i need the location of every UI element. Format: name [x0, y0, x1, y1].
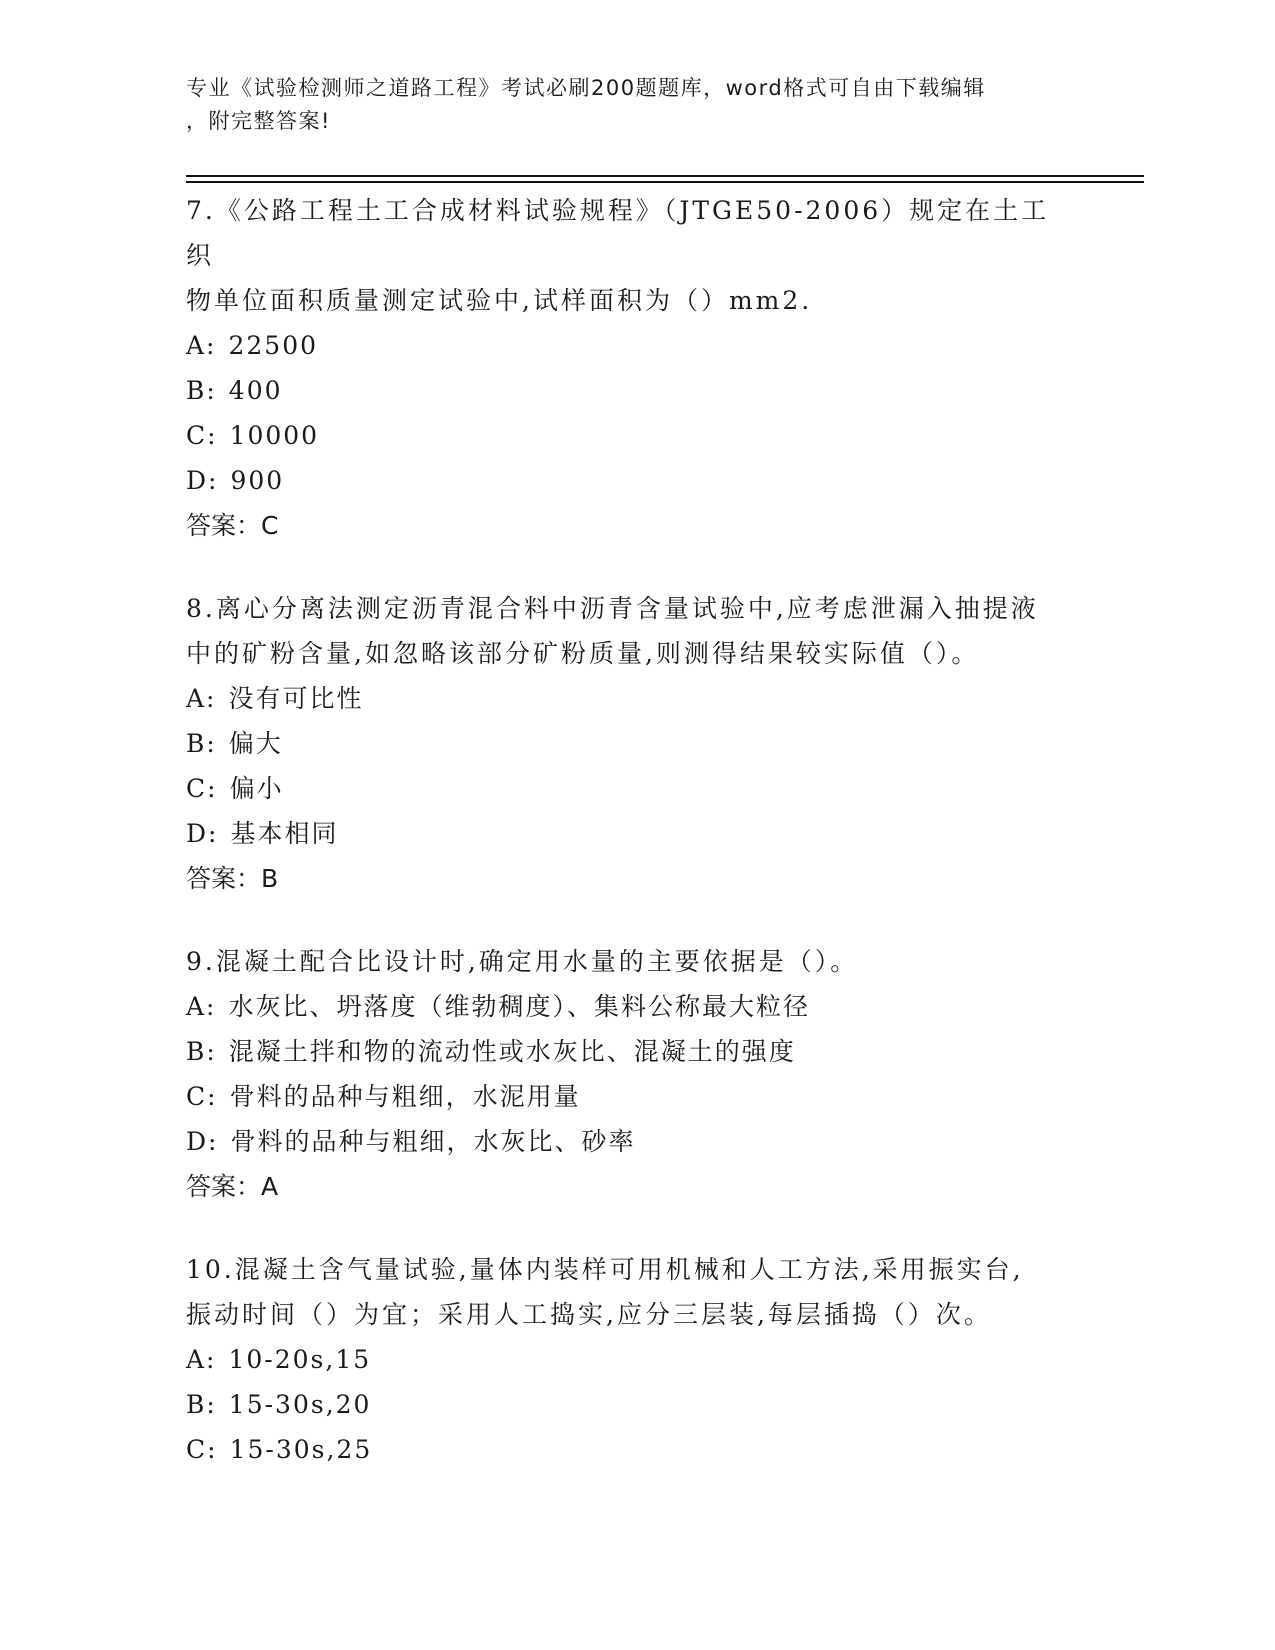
header-line-1: 专业《试验检测师之道路工程》考试必刷200题题库，word格式可自由下载编辑: [186, 76, 986, 100]
question-stem-line: 中的矿粉含量,如忽略该部分矿粉质量,则测得结果较实际值（）。: [186, 639, 980, 668]
option-label: D:: [186, 819, 219, 848]
option-b: [186, 721, 1076, 766]
option-a: [186, 676, 1076, 721]
question-7: [186, 188, 1076, 548]
option-label: A:: [186, 684, 217, 713]
option-text: 偏小: [229, 774, 284, 803]
option-label: A:: [186, 1345, 217, 1374]
option-d: [186, 1119, 1076, 1164]
question-stem-line: 10.混凝土含气量试验,量体内装样可用机械和人工方法,采用振实台,: [186, 1255, 1024, 1284]
document-header: [186, 72, 1066, 138]
question-stem-line: 7.《公路工程土工合成材料试验规程》（JTGE50-2006）规定在土工织: [186, 196, 1050, 270]
option-c: [186, 766, 1076, 811]
option-text: 10-20s,15: [228, 1345, 372, 1374]
option-label: A:: [186, 992, 217, 1021]
question-8: [186, 586, 1076, 901]
option-label: B:: [186, 376, 217, 405]
option-b: [186, 1029, 1076, 1074]
option-label: D:: [186, 1127, 219, 1156]
option-label: C:: [186, 1435, 218, 1464]
option-label: C:: [186, 1082, 218, 1111]
option-text: 15-30s,25: [229, 1435, 373, 1464]
answer-line: 答案：C: [186, 511, 279, 540]
option-a: [186, 323, 1076, 368]
question-stem-line: 振动时间（）为宜；采用人工捣实,应分三层装,每层插捣（）次。: [186, 1300, 992, 1329]
option-label: C:: [186, 774, 218, 803]
option-text: 水灰比、坍落度（维勃稠度）、集料公称最大粒径: [228, 992, 810, 1021]
option-label: B:: [186, 729, 217, 758]
option-text: 混凝土拌和物的流动性或水灰比、混凝土的强度: [228, 1037, 796, 1066]
option-d: [186, 458, 1076, 503]
option-text: 22500: [228, 331, 319, 360]
option-label: C:: [186, 421, 218, 450]
option-label: D:: [186, 466, 219, 495]
option-text: 基本相同: [230, 819, 339, 848]
option-text: 骨料的品种与粗细，水灰比、砂率: [230, 1127, 636, 1156]
answer-line: 答案：A: [186, 1172, 279, 1201]
option-label: B:: [186, 1037, 217, 1066]
option-b: [186, 1382, 1076, 1427]
question-stem-line: 9.混凝土配合比设计时,确定用水量的主要依据是（）。: [186, 947, 859, 976]
question-10: [186, 1247, 1076, 1472]
option-label: A:: [186, 331, 217, 360]
option-text: 偏大: [228, 729, 283, 758]
option-label: B:: [186, 1390, 217, 1419]
answer-line: 答案：B: [186, 864, 279, 893]
option-text: 10000: [229, 421, 320, 450]
option-c: [186, 1074, 1076, 1119]
question-list: [186, 188, 1076, 1510]
question-9: [186, 939, 1076, 1209]
option-a: [186, 1337, 1076, 1382]
option-d: [186, 811, 1076, 856]
header-divider-top: [186, 175, 1144, 177]
option-c: [186, 1427, 1076, 1472]
option-b: [186, 368, 1076, 413]
option-text: 没有可比性: [228, 684, 364, 713]
option-c: [186, 413, 1076, 458]
option-text: 骨料的品种与粗细，水泥用量: [229, 1082, 581, 1111]
option-text: 15-30s,20: [228, 1390, 372, 1419]
option-a: [186, 984, 1076, 1029]
question-stem-line: 8.离心分离法测定沥青混合料中沥青含量试验中,应考虑泄漏入抽提液: [186, 594, 1039, 623]
option-text: 900: [230, 466, 285, 495]
option-text: 400: [228, 376, 283, 405]
question-stem-line: 物单位面积质量测定试验中,试样面积为（）mm2.: [186, 286, 813, 315]
header-divider-bottom: [186, 181, 1144, 183]
header-line-2: ，附完整答案!: [186, 109, 331, 133]
